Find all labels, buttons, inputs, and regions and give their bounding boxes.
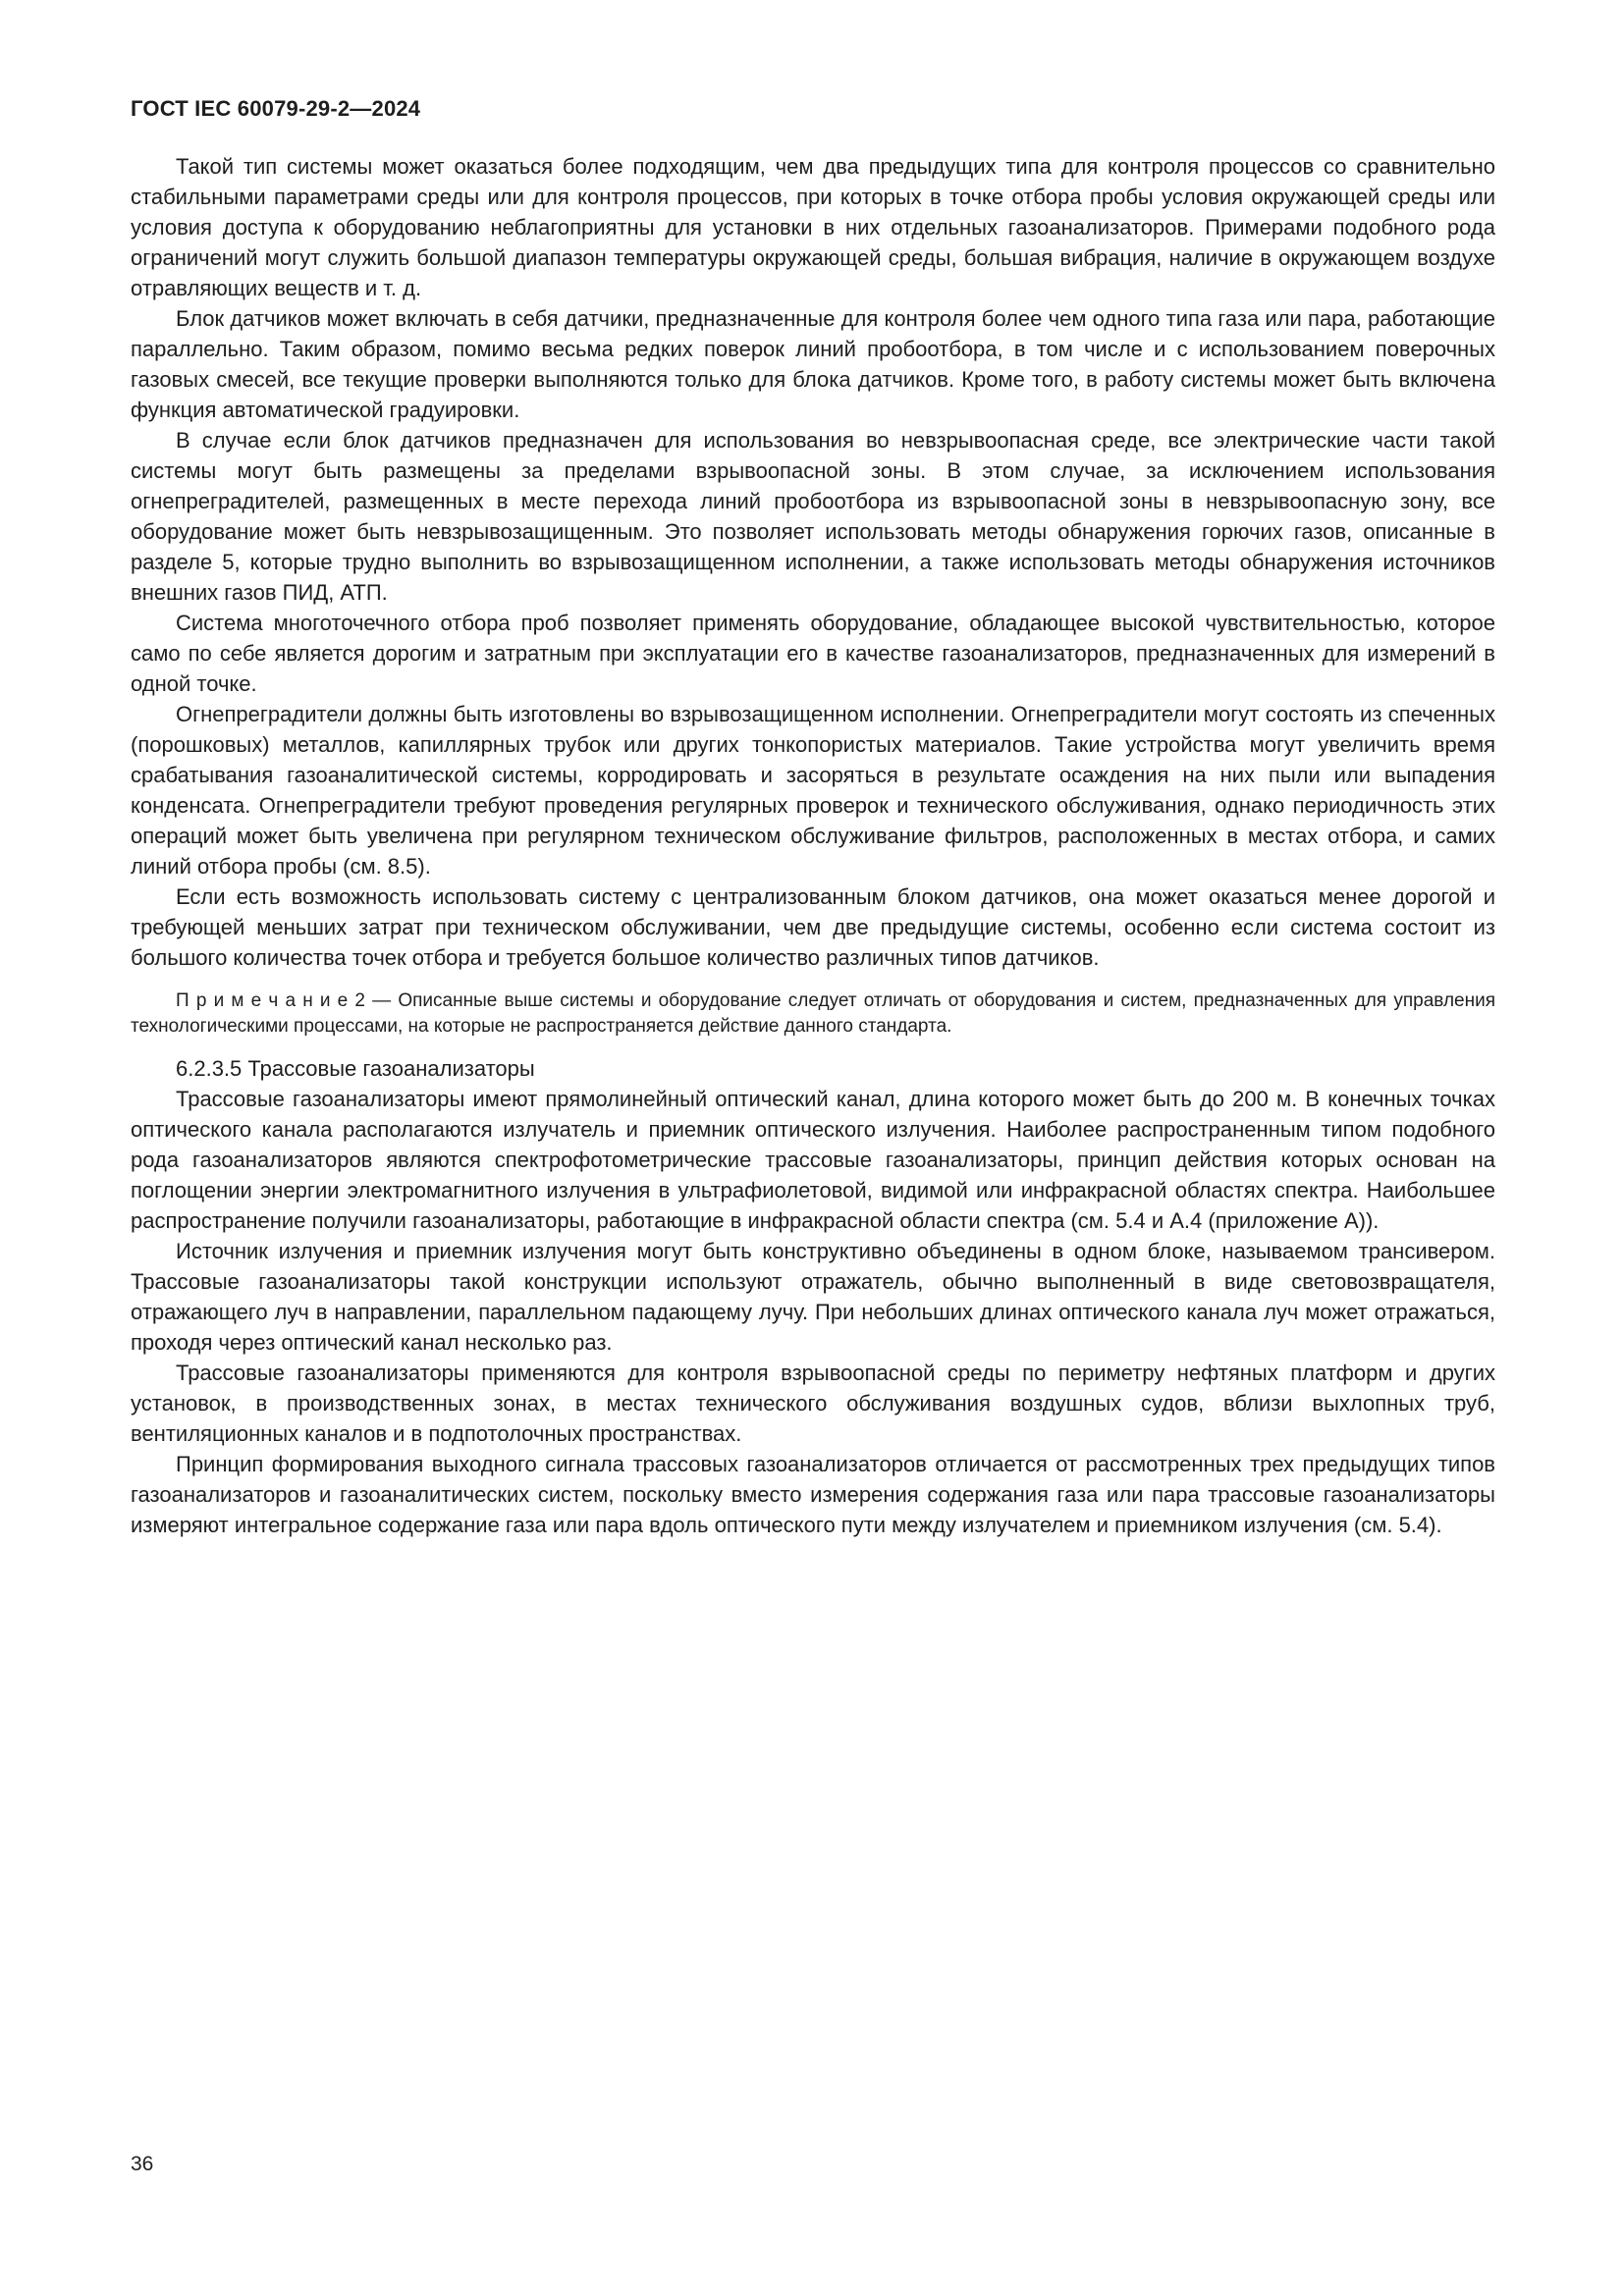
paragraph: В случае если блок датчиков предназначен для использования во невзрывоопасная среде, все электрические части такой системы могут быть размещены за пределами взрывоопасной зоны. В этом случае, за исключением использования огнепреградителей, размещенных в месте перехода линий пробоотбора из взрывоопасной зоны в невзрывоопасную зону, все оборудование может быть невзрывозащищенным. Это позволяет использовать методы обнаружения горючих газов, описанные в разделе 5, которые трудно выполнить во взрывозащищенном исполнении, а также использовать методы обнаружения источников внешних газов ПИД, АТП. [131, 428, 1495, 605]
document-header: ГОСТ IEC 60079-29-2—2024 [131, 96, 421, 121]
page-number: 36 [131, 2153, 154, 2175]
paragraph: Такой тип системы может оказаться более подходящим, чем два предыдущих типа для контроля процессов со сравнительно стабильными параметрами среды или для контроля процессов, при которых в точке отбора пробы условия окружающей среды или условия доступа к оборудованию неблагоприятны для установки в них отдельных газоанализаторов. Примерами подобного рода ограничений могут служить большой диапазон температуры окружающей среды, большая вибрация, наличие в окружающем воздухе отравляющих веществ и т. д. [131, 154, 1495, 300]
paragraph: Если есть возможность использовать систему с централизованным блоком датчиков, она может оказаться менее дорогой и требующей меньших затрат при техническом обслуживании, чем две предыдущие системы, особенно если система состоит из большого количества точек отбора и требуется большое количество различных типов датчиков. [131, 884, 1495, 970]
page-content [131, 94, 1495, 1540]
section-heading-6-2-3-5: 6.2.3.5 Трассовые газоанализаторы [176, 1056, 535, 1081]
paragraph: Система многоточечного отбора проб позволяет применять оборудование, обладающее высокой чувствительностью, которое само по себе является дорогим и затратным при эксплуатации его в качестве газоанализаторов, предназначенных для измерений в одной точке. [131, 611, 1495, 696]
note-2: П р и м е ч а н и е 2 — Описанные выше системы и оборудование следует отличать от оборудования и систем, предназначенных для управления технологическими процессами, на которые не распространяется действие данного стандарта. [131, 990, 1495, 1037]
paragraph: Принцип формирования выходного сигнала трассовых газоанализаторов отличается от рассмотренных трех предыдущих типов газоанализаторов и газоаналитических систем, поскольку вместо измерения содержания газа или пара трассовые газоанализаторы измеряют интегральное содержание газа или пара вдоль оптического пути между излучателем и приемником излучения (см. 5.4). [131, 1452, 1495, 1537]
paragraph: Блок датчиков может включать в себя датчики, предназначенные для контроля более чем одного типа газа или пара, работающие параллельно. Таким образом, помимо весьма редких поверок линий пробоотбора, в том числе и с использованием поверочных газовых смесей, все текущие проверки выполняются только для блока датчиков. Кроме того, в работу системы может быть включена функция автоматической градуировки. [131, 306, 1495, 422]
paragraph: Источник излучения и приемник излучения могут быть конструктивно объединены в одном блоке, называемом трансивером. Трассовые газоанализаторы такой конструкции используют отражатель, обычно выполненный в виде световозвращателя, отражающего луч в направлении, параллельном падающему лучу. При небольших длинах оптического канала луч может отражаться, проходя через оптический канал несколько раз. [131, 1239, 1495, 1355]
paragraph: Трассовые газоанализаторы применяются для контроля взрывоопасной среды по периметру нефтяных платформ и других установок, в производственных зонах, в местах технического обслуживания воздушных судов, вблизи выхлопных труб, вентиляционных каналов и в подпотолочных пространствах. [131, 1361, 1495, 1446]
paragraph: Трассовые газоанализаторы имеют прямолинейный оптический канал, длина которого может быть до 200 м. В конечных точках оптического канала располагаются излучатель и приемник оптического излучения. Наиболее распространенным типом подобного рода газоанализаторов являются спектрофотометрические трассовые газоанализаторы, принцип действия которых основан на поглощении энергии электромагнитного излучения в ультрафиолетовой, видимой или инфракрасной областях спектра. Наибольшее распространение получили газоанализаторы, работающие в инфракрасной области спектра (см. 5.4 и А.4 (приложение А)). [131, 1087, 1495, 1233]
paragraph: Огнепреградители должны быть изготовлены во взрывозащищенном исполнении. Огнепреградители могут состоять из спеченных (порошковых) металлов, капиллярных трубок или других тонкопористых материалов. Такие устройства могут увеличить время срабатывания газоаналитической системы, корродировать и засоряться в результате осаждения на них пыли или выпадения конденсата. Огнепреградители требуют проведения регулярных проверок и технического обслуживания, однако периодичность этих операций может быть увеличена при регулярном техническом обслуживание фильтров, расположенных в местах отбора, и самих линий отбора пробы (см. 8.5). [131, 702, 1495, 879]
